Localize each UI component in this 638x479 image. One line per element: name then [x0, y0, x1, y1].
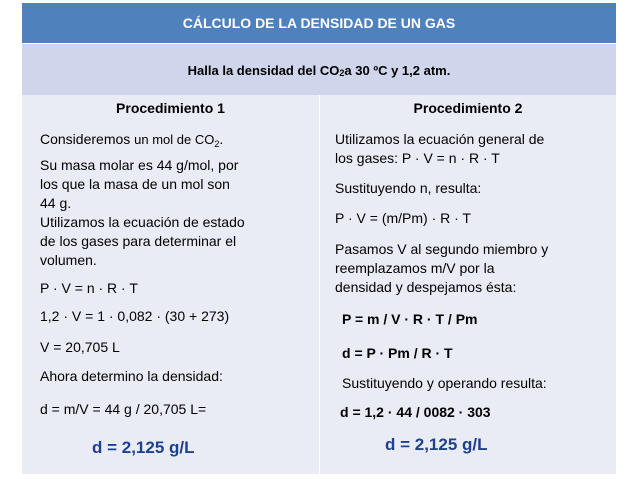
p1-line-2: Su masa molar es 44 g/mol, por	[40, 157, 239, 173]
p1-line-7: volumen.	[40, 252, 97, 268]
p2-equation-3: d = P · Pm / R · T	[342, 345, 453, 361]
p2-line-2: los gases: P · V = n · R · T	[335, 150, 500, 166]
table-title: CÁLCULO DE LA DENSIDAD DE UN GAS	[22, 3, 616, 43]
procedure-1-column	[22, 95, 319, 474]
p1-line-1	[40, 130, 223, 151]
p1-equation-2: 1,2 · V = 1 · 0,082 · (30 + 273)	[40, 308, 230, 324]
p1-line-1b: un mol de CO	[134, 132, 215, 147]
p1-line-1-subscript: 2	[214, 139, 220, 149]
p1-line-6: de los gases para determinar el	[40, 233, 237, 249]
p2-line-5: reemplazamos m/V por la	[335, 260, 495, 276]
p2-line-3: Sustituyendo n, resulta:	[335, 180, 482, 196]
p2-result: d = 2,125 g/L	[385, 435, 488, 454]
p1-line-3: los que la masa de un mol son	[40, 176, 230, 192]
p2-equation-1: P · V = (m/Pm) · R · T	[335, 210, 471, 226]
density-table	[22, 3, 616, 474]
procedure-2-heading: Procedimiento 2	[413, 100, 523, 116]
procedure-2-column	[320, 95, 616, 474]
p2-line-6: densidad y despejamos ésta:	[335, 279, 517, 295]
p1-line-4: 44 g.	[40, 195, 72, 211]
p1-equation-4: d = m/V = 44 g / 20,705 L=	[40, 401, 207, 417]
p2-equation-4: d = 1,2 · 44 / 0082 · 303	[340, 404, 491, 420]
problem-subscript: 2	[339, 68, 345, 78]
p2-line-1: Utilizamos la ecuación general de	[335, 131, 545, 147]
p1-result: d = 2,125 g/L	[92, 438, 195, 457]
p1-line-1a: Consideremos	[40, 131, 135, 147]
p2-line-7: Sustituyendo y operando resulta:	[342, 375, 547, 391]
p1-line-5: Utilizamos la ecuación de estado	[40, 214, 245, 230]
p1-equation-3: V = 20,705 L	[40, 339, 120, 355]
p1-equation-1: P · V = n · R · T	[40, 280, 138, 296]
p2-equation-2: P = m / V · R · T / Pm	[342, 311, 478, 327]
p1-line-1c: .	[219, 131, 224, 147]
procedure-1-heading: Procedimiento 1	[116, 100, 225, 116]
problem-text: Halla la densidad del CO	[187, 62, 340, 78]
problem-statement	[22, 43, 616, 97]
p2-line-4: Pasamos V al segundo miembro y	[335, 241, 549, 257]
problem-rest: a 30 ºC y 1,2 atm.	[344, 62, 451, 78]
p1-line-8: Ahora determino la densidad:	[40, 368, 223, 384]
